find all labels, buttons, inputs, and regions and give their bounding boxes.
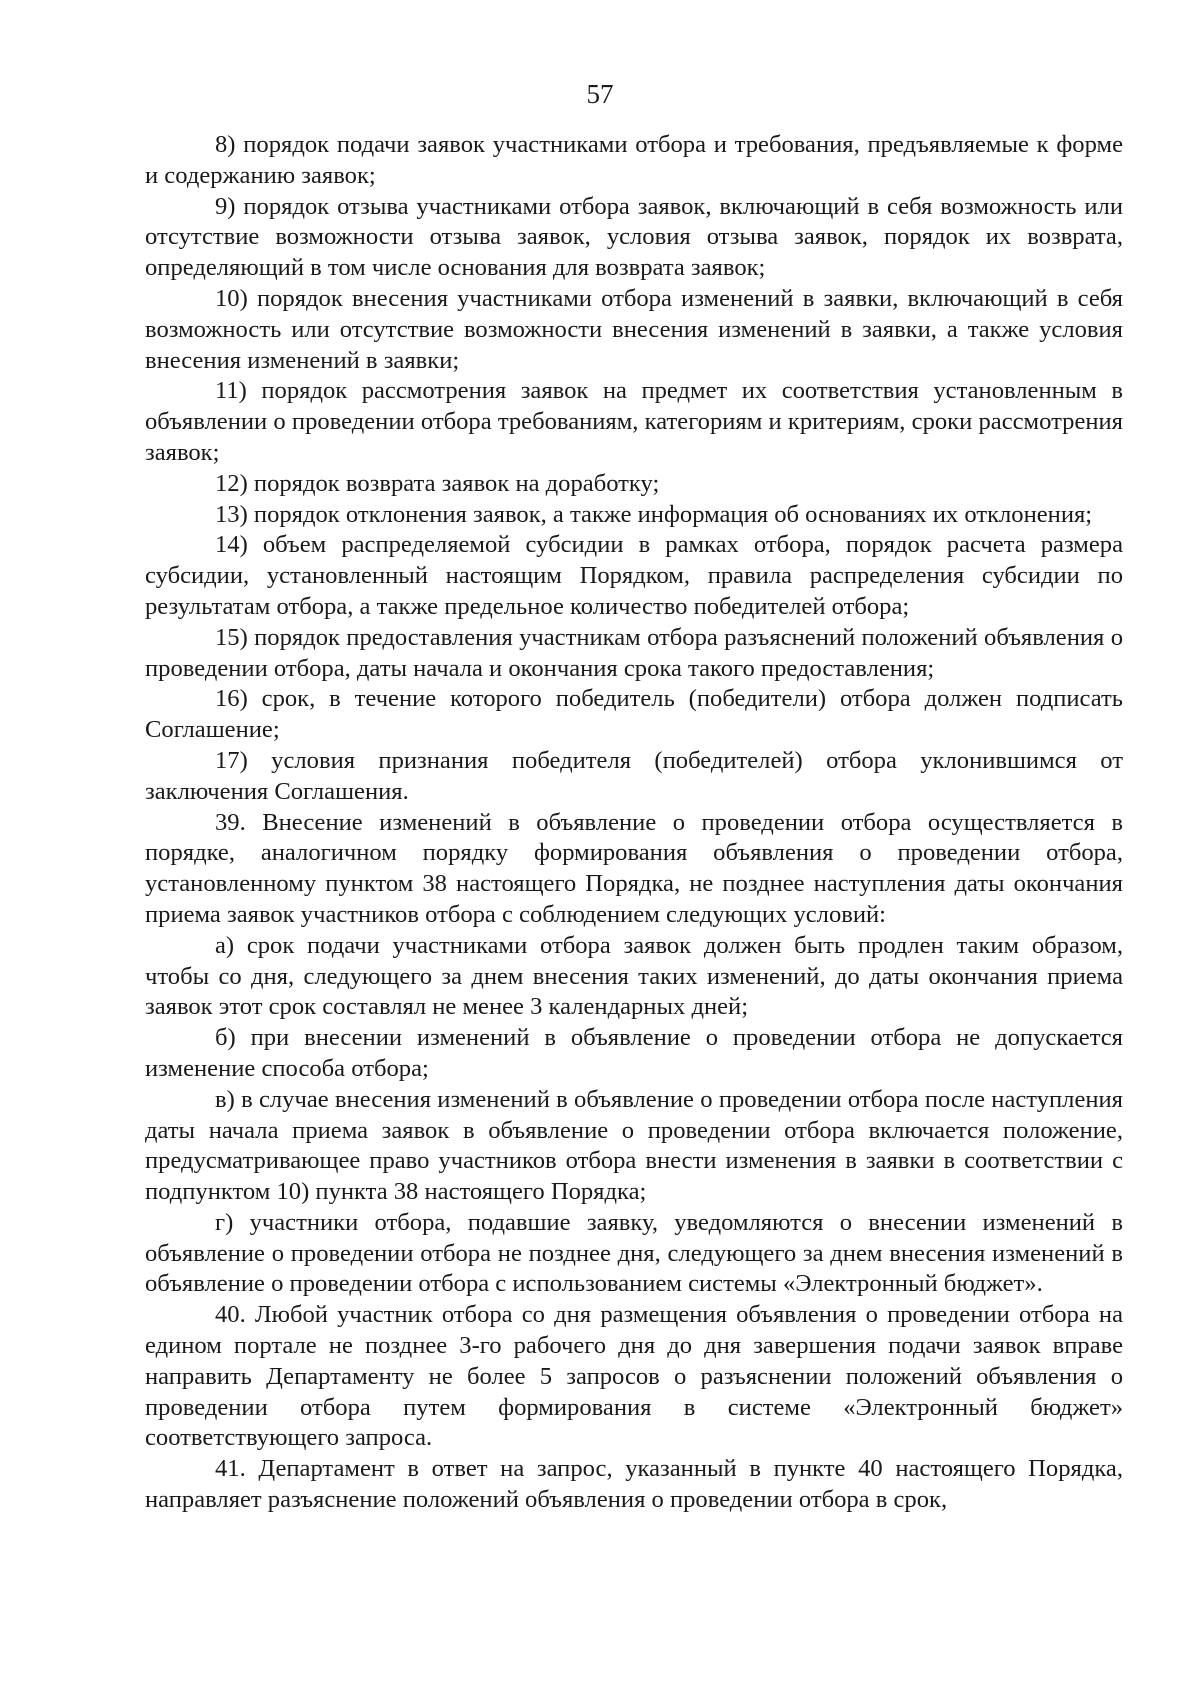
paragraph-item-15: 15) порядок предоставления участникам отбора разъяснений положений объявления о проведении отбора, даты начала и окончания срока такого предоставления; <box>145 623 1123 682</box>
paragraph-clause-41: 41. Департамент в ответ на запрос, указанный в пункте 40 настоящего Порядка, направляет разъяснение положений объявления о проведении отбора в срок, <box>145 1455 1123 1514</box>
paragraph-item-11: 11) порядок рассмотрения заявок на предмет их соответствия установленным в объявлении о проведении отбора требованиям, категориям и критериям, сроки рассмотрения заявок; <box>145 377 1123 466</box>
paragraph-item-8: 8) порядок подачи заявок участниками отбора и требования, предъявляемые к форме и содержанию заявок; <box>145 131 1123 189</box>
paragraph-item-10: 10) порядок внесения участниками отбора изменений в заявки, включающий в себя возможность или отсутствие возможности внесения изменений в заявки, а также условия внесения изменений в заявки; <box>145 284 1123 374</box>
paragraph-clause-39: 39. Внесение изменений в объявление о проведении отбора осуществляется в порядке, аналогичном порядку формирования объявления о проведении отбора, установленному пунктом 38 настоящего Порядка, не позднее наступления даты окончания приема заявок участников отбора с соблюдением следующих условий: <box>145 808 1123 928</box>
document-body <box>145 130 1123 1516</box>
paragraph-item-9: 9) порядок отзыва участниками отбора заявок, включающий в себя возможность или отсутствие возможности отзыва заявок, условия отзыва заявок, порядок их возврата, определяющий в том числе основания для возврата заявок; <box>145 192 1123 282</box>
paragraph-subitem-v: в) в случае внесения изменений в объявление о проведении отбора после наступления даты начала приема заявок в объявление о проведении отбора включается положение, предусматривающее право участников отбора внести изменения в заявки в соответствии с подпунктом 10) пункта 38 настоящего Порядка; <box>145 1085 1123 1206</box>
page-number: 57 <box>586 79 614 109</box>
paragraph-item-12: 12) порядок возврата заявок на доработку; <box>215 469 660 497</box>
paragraph-item-14: 14) объем распределяемой субсидии в рамках отбора, порядок расчета размера субсидии, установленный настоящим Порядком, правила распределения субсидии по результатам отбора, а также предельное количество победителей отбора; <box>145 531 1123 620</box>
paragraph-clause-40: 40. Любой участник отбора со дня размещения объявления о проведении отбора на едином портале не позднее 3-го рабочего дня до дня завершения подачи заявок вправе направить Департаменту не более 5 запросов о разъяснении положений объявления о проведении отбора путем формирования в системе «Электронный бюджет» соответствующего запроса. <box>145 1301 1123 1452</box>
paragraph-item-16: 16) срок, в течение которого победитель (победители) отбора должен подписать Соглашение; <box>145 685 1123 744</box>
paragraph-subitem-a: а) срок подачи участниками отбора заявок должен быть продлен таким образом, чтобы со дня, следующего за днем внесения таких изменений, до даты окончания приема заявок этот срок составлял не менее 3 календарных дней; <box>145 931 1123 1021</box>
paragraph-subitem-g: г) участники отбора, подавшие заявку, уведомляются о внесении изменений в объявление о проведении отбора не позднее дня, следующего за днем внесения изменений в объявление о проведении отбора с использованием системы «Электронный бюджет». <box>145 1208 1123 1298</box>
paragraph-subitem-b: б) при внесении изменений в объявление о проведении отбора не допускается изменение способа отбора; <box>145 1024 1123 1082</box>
paragraph-item-17: 17) условия признания победителя (победителей) отбора уклонившимся от заключения Соглашения. <box>145 746 1123 805</box>
paragraph-item-13: 13) порядок отклонения заявок, а также информация об основаниях их отклонения; <box>215 500 1093 528</box>
